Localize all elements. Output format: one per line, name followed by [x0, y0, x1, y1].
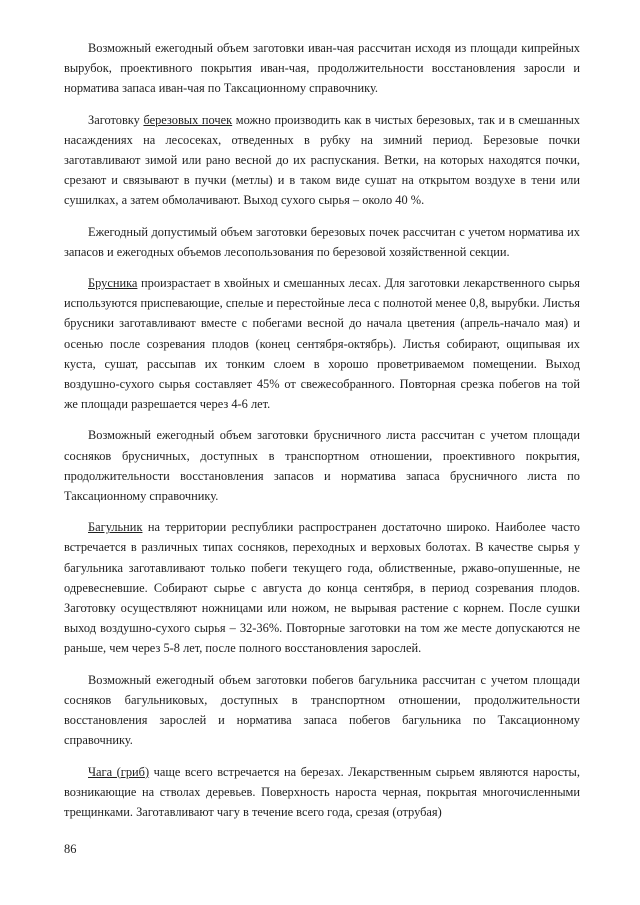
- paragraph-chaga: [64, 762, 580, 823]
- paragraph-birch-buds: [64, 110, 580, 211]
- paragraph-text: чаще всего встречается на березах. Лекарственным сырьем являются наросты, возникающие на стволах деревьев. Поверхность нароста черная, покрытая многочисленными трещинками. Заготавливают чагу в течение всего года, срезая (отрубая): [64, 764, 580, 819]
- term-ledum: Багульник: [88, 520, 143, 535]
- paragraph-pre: Заготовку: [88, 112, 144, 127]
- term-chaga: Чага (гриб): [88, 764, 150, 779]
- paragraph-lingonberry: [64, 273, 580, 414]
- paragraph-lingonberry-volume: [64, 425, 580, 506]
- paragraph-text: на территории республики распространен достаточно широко. Наиболее часто встречается в различных типах сосняков, переходных и верховых болотах. В качестве сырья у багульника заготавливают только побеги текущего года, облиственные, ржаво-опушенные, не одревесневшие. Собирают сырье с августа до конца сентября, в период созревания плодов. Заготовку осуществляют ножницами или ножом, не вырывая растение с корнем. После сушки выход воздушно-сухого сырья – 32-36%. Повторные заготовки на том же месте допускаются не раньше, чем через 5-8 лет, после полного восстановления зарослей.: [64, 520, 580, 656]
- paragraph-text: Возможный ежегодный объем заготовки побегов багульника рассчитан с учетом площади сосняков багульниковых, доступных в транспортном отношении, продолжительности восстановления зарослей и норматива запаса побегов багульника по Таксационному справочнику.: [64, 672, 580, 748]
- term-birch-buds: березовых почек: [143, 112, 233, 127]
- paragraph-text: Возможный ежегодный объем заготовки брусничного листа рассчитан с учетом площади сосняков брусничных, доступных в транспортном отношении, проективного покрытия, продолжительности восстановления запасов и норматива запаса брусничного листа по Таксационному справочнику.: [64, 428, 580, 504]
- term-lingonberry: Брусника: [88, 276, 138, 291]
- paragraph-ivan-chai-volume: [64, 38, 580, 99]
- paragraph-ledum-volume: [64, 670, 580, 751]
- paragraph-text: можно производить как в чистых березовых, так и в смешанных насаждениях на лесосеках, отведенных в рубку на зимний период. Березовые почки заготавливают зимой или рано весной до их распускания. Ветки, на которых находятся почки, срезают и связывают в пучки (метлы) и в таком виде сушат на открытом воздухе в тени или сушилках, а затем обмолачивают. Выход сухого сырья – около 40 %.: [64, 112, 580, 208]
- paragraph-text: Ежегодный допустимый объем заготовки березовых почек рассчитан с учетом норматива их запасов и ежегодных объемов лесопользования по березовой хозяйственной секции.: [64, 224, 580, 259]
- paragraph-text: Возможный ежегодный объем заготовки иван-чая рассчитан исходя из площади кипрейных вырубок, проективного покрытия иван-чая, продолжительности восстановления заросли и норматива запаса иван-чая по Таксационному справочнику.: [64, 41, 580, 96]
- paragraph-text: произрастает в хвойных и смешанных лесах. Для заготовки лекарственного сырья используются приспевающие, спелые и перестойные леса с полнотой менее 0,8, вырубки. Листья брусники заготавливают вместе с побегами весной до начала цветения (апрель-начало мая) и осенью после созревания плодов (конец сентября-октябрь). Листья собирают, ощипывая их куста, сушат, рассыпав их тонким слоем в хорошо проветриваемом помещении. Выход воздушно-сухого сырья составляет 45% от свежесобранного. Повторная срезка побегов на той же площади разрешается через 4-6 лет.: [64, 276, 580, 412]
- paragraph-birch-buds-volume: [64, 222, 580, 262]
- page-number: 86: [64, 842, 77, 856]
- paragraph-ledum: [64, 517, 580, 658]
